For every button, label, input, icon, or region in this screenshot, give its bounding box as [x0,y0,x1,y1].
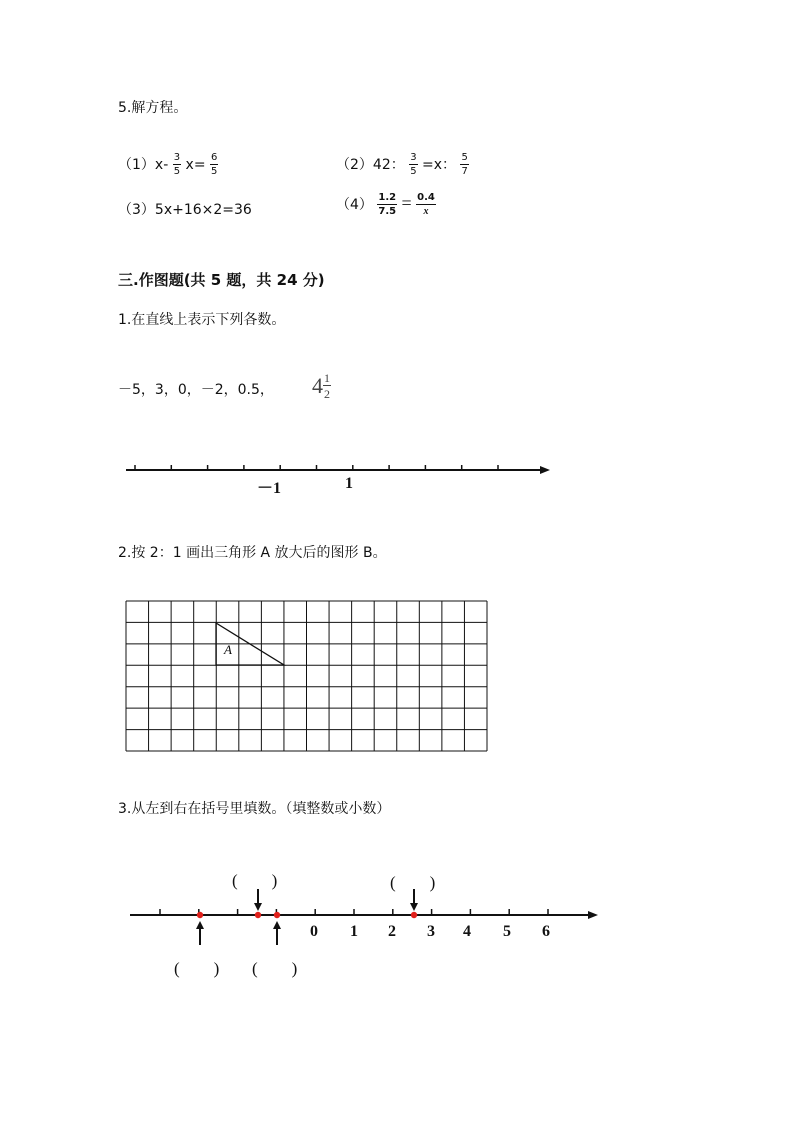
q3-point-3 [274,912,280,918]
q3-tick-label-4: 4 [463,923,471,940]
q3-arrow-head [588,911,598,919]
eq4-fraction-1: $\frac{1.2}{7.5}$ [378,192,397,217]
eq4-fraction-2: $\frac{0.4}{x}$ [417,192,435,217]
eq2-fraction-2: $\frac{5}{7}$ [461,152,468,177]
q1-title: 1.在直线上表示下列各数。 [118,312,286,328]
q3-point-1 [197,912,203,918]
q1-label-1: 1 [345,475,353,492]
q3-blank-4[interactable]: ( ) [252,959,298,978]
q3-tick-label-5: 5 [503,923,511,940]
q3-point-2 [255,912,261,918]
q1-numbers: －5，3，0，－2，0.5， [118,382,274,398]
q3-tick-label-3: 3 [427,923,435,940]
q3-tick-label-0: 0 [310,923,318,940]
q3-tick-label-2: 2 [388,923,396,940]
section-5-title: 5.解方程。 [118,100,188,116]
q3-title: 3.从左到右在括号里填数。（填整数或小数） [118,801,391,817]
part-3-heading: 三.作图题(共 5 题，共 24 分) [118,271,325,289]
eq1-prefix: （1）x- [118,157,169,173]
q3-tick-label-6: 6 [542,923,550,940]
q3-tick-label-1: 1 [350,923,358,940]
eq4-equals: = [401,193,412,213]
q2-title: 2.按 2：1 画出三角形 A 放大后的图形 B。 [118,545,387,561]
eq1-mid: x= [185,157,206,173]
eq1-fraction-1: $\frac{3}{5}$ [173,152,181,177]
eq4-prefix: （4） [336,197,373,213]
equation-3: （3）5x+16×2=36 [118,202,252,218]
q1-mixed-number: 4 $\frac{1}{2}$ [312,371,330,401]
q3-blank-2[interactable]: ( ) [390,873,436,892]
q3-blank-3[interactable]: ( ) [174,959,220,978]
triangle-a-label: A [224,642,232,657]
eq2-fraction-1: $\frac{3}{5}$ [410,152,417,177]
eq2-mid: =x： [422,157,457,173]
q3-blank-1[interactable]: ( ) [232,871,278,890]
q3-point-4 [411,912,417,918]
eq2-prefix: （2）42： [336,157,405,173]
q1-label-neg1: －1 [257,480,282,497]
eq1-fraction-2: $\frac{6}{5}$ [211,152,218,177]
